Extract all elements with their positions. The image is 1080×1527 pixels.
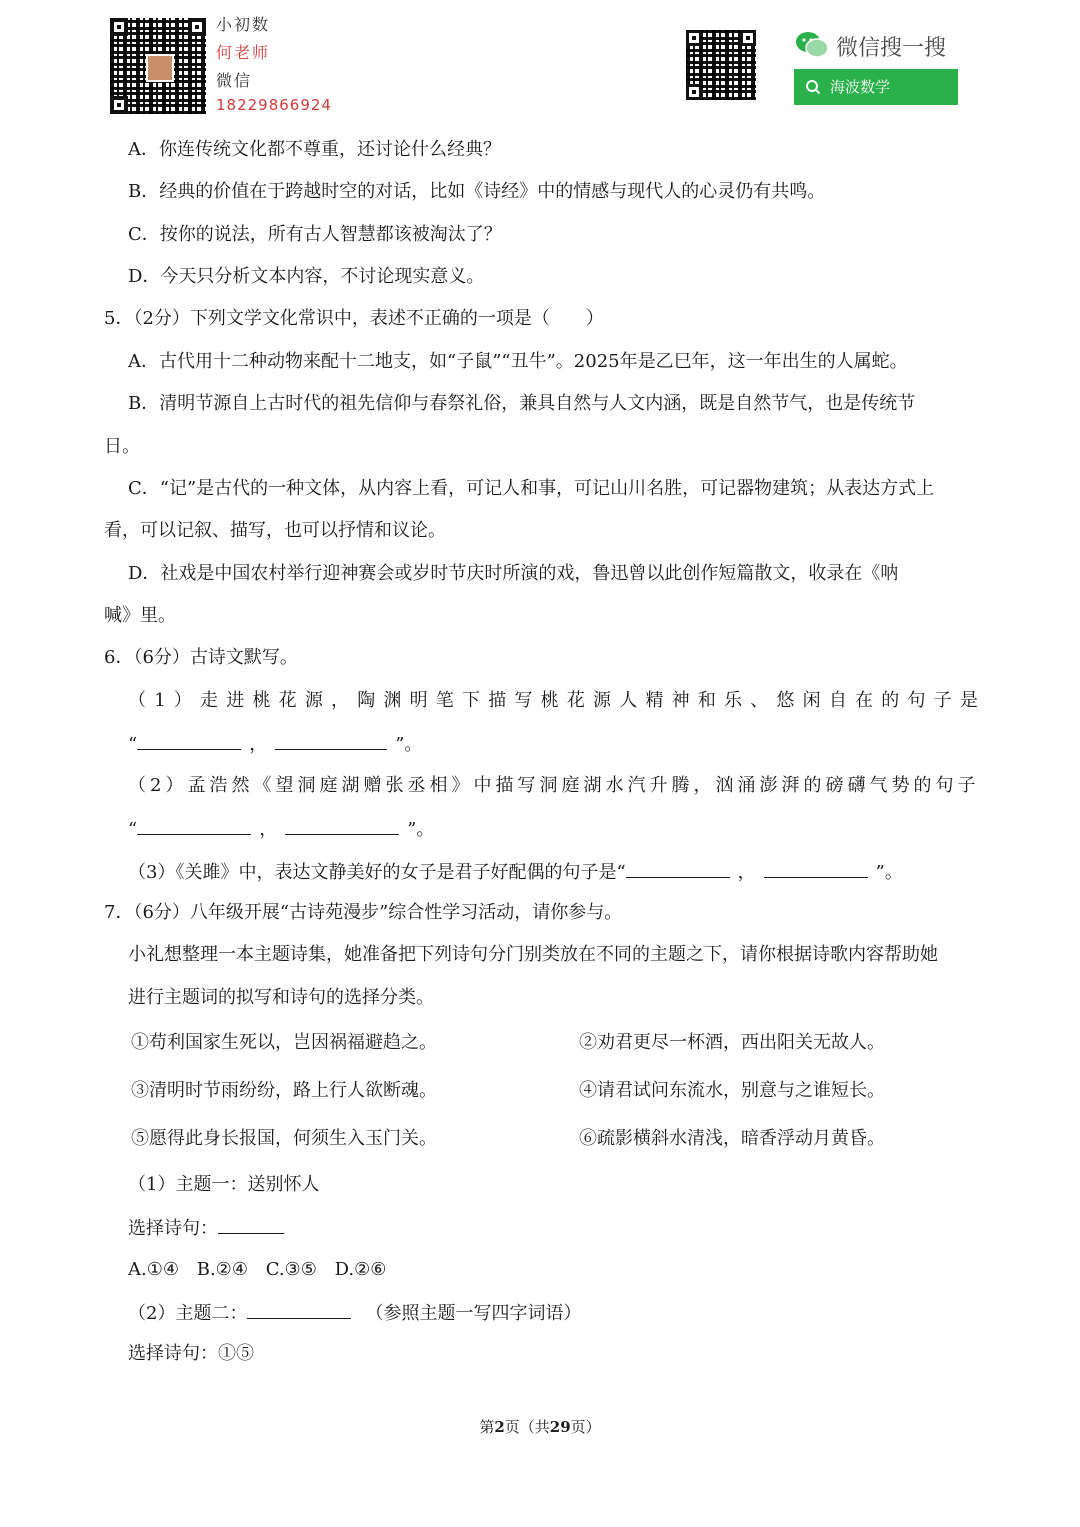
comma: ， [249,734,268,755]
teacher-line-3: 微信 [216,71,253,90]
footer-mid: 页（共 [504,1418,550,1436]
q5-option-d: D．社戏是中国农村举行迎神赛会或岁时节庆时所演的戏，鲁迅曾以此创作短篇散文，收录在《呐 [128,563,899,584]
answer-blank[interactable] [626,859,730,878]
q7-intro-2: 进行主题词的拟写和诗句的选择分类。 [128,987,434,1008]
answer-blank[interactable] [137,816,251,835]
teacher-line-2: 何老师 [216,43,271,62]
page-footer [0,1416,1080,1437]
wechat-qr-code [686,30,756,100]
q6-item-2-answer [128,816,434,842]
search-button-label: 海波数学 [830,78,891,96]
answer-blank[interactable] [275,731,387,750]
comma: ， [259,819,278,840]
q6-item-1-answer [128,731,422,757]
option-c: C.③⑤ [265,1259,317,1280]
q7-select-2: 选择诗句：①⑤ [128,1343,254,1364]
q6-stem: 6．（6分）古诗文默写。 [104,647,298,668]
poem-5: ⑤愿得此身长报国，何须生入玉门关。 [131,1128,437,1149]
answer-blank[interactable] [285,816,399,835]
theme-2-prefix: （2）主题二： [128,1303,248,1324]
q7-select-1 [128,1215,284,1241]
q7-options [128,1258,386,1282]
search-icon [805,79,821,95]
q4-option-d: D．今天只分析文本内容，不讨论现实意义。 [128,266,485,287]
q7-theme-2 [128,1300,581,1326]
answer-blank[interactable] [247,1300,351,1319]
q7-theme-1: （1）主题一：送别怀人 [128,1174,320,1195]
search-button[interactable] [794,69,958,105]
wechat-search-title: 微信搜一搜 [836,36,947,61]
close-quote: ”。 [875,862,903,883]
answer-blank[interactable] [764,859,868,878]
answer-blank[interactable] [137,731,241,750]
q5-option-a: A．古代用十二种动物来配十二地支，如“子鼠”“丑牛”。2025年是乙巳年，这一年出生的人属蛇。 [128,351,908,372]
q4-option-a: A．你连传统文化都不尊重，还讨论什么经典？ [128,139,501,160]
q6-item-3 [128,859,903,885]
q6-item-3-text: （3）《关雎》中，表达文静美好的女子是君子好配偶的句子是“ [128,862,626,883]
q6-item-2: （2）孟浩然《望洞庭湖赠张丞相》中描写洞庭湖水汽升腾，汹涌澎湃的磅礴气势的句子 [128,775,980,796]
answer-blank[interactable] [218,1215,284,1234]
wechat-icon [794,30,830,60]
teacher-phone: 18229866924 [216,96,332,114]
q4-option-b: B．经典的价值在于跨越时空的对话，比如《诗经》中的情感与现代人的心灵仍有共鸣。 [128,181,826,202]
footer-prefix: 第 [479,1418,495,1436]
q5-option-d-cont: 喊》里。 [104,605,176,626]
open-quote: “ [128,819,138,840]
theme-2-note: （参照主题一写四字词语） [365,1303,582,1324]
q6-item-1: （1）走进桃花源，陶渊明笔下描写桃花源人精神和乐、悠闲自在的句子是 [128,690,987,711]
page-number: 2 [494,1418,505,1436]
option-d: D.②⑥ [334,1259,387,1280]
close-quote: ”。 [395,734,423,755]
option-a: A.①④ [128,1259,179,1280]
avatar [146,54,174,82]
close-quote: ”。 [407,819,435,840]
poem-4: ④请君试问东流水，别意与之谁短长。 [579,1080,885,1101]
q5-option-c: C．“记”是古代的一种文体，从内容上看，可记人和事，可记山川名胜，可记器物建筑；从表达方式上 [128,478,935,499]
poem-1: ①苟利国家生死以，岂因祸福避趋之。 [131,1032,437,1053]
q4-option-c: C．按你的说法，所有古人智慧都该被淘汰了？ [128,224,502,245]
q5-stem: 5．（2分）下列文学文化常识中，表述不正确的一项是（ ） [104,308,604,329]
teacher-line-1: 小初数 [216,15,271,34]
select-label: 选择诗句： [128,1218,218,1239]
comma: ， [737,862,756,883]
footer-suffix: 页） [570,1418,601,1436]
poem-2: ②劝君更尽一杯酒，西出阳关无故人。 [579,1032,885,1053]
q5-option-b: B．清明节源自上古时代的祖先信仰与春祭礼俗，兼具自然与人文内涵，既是自然节气，也是传统节 [128,393,916,414]
q5-option-b-cont: 日。 [104,436,140,457]
page-total: 29 [549,1418,571,1436]
q7-stem: 7．（6分）八年级开展“古诗苑漫步”综合性学习活动，请你参与。 [104,902,623,923]
poem-3: ③清明时节雨纷纷，路上行人欲断魂。 [131,1080,437,1101]
q5-option-c-cont: 看，可以记叙、描写，也可以抒情和议论。 [104,520,446,541]
open-quote: “ [128,734,138,755]
option-b: B.②④ [196,1259,248,1280]
teacher-qr-code [110,18,206,114]
poem-6: ⑥疏影横斜水清浅，暗香浮动月黄昏。 [579,1128,885,1149]
q7-intro-1: 小礼想整理一本主题诗集，她准备把下列诗句分门别类放在不同的主题之下，请你根据诗歌内容帮助她 [128,944,938,965]
